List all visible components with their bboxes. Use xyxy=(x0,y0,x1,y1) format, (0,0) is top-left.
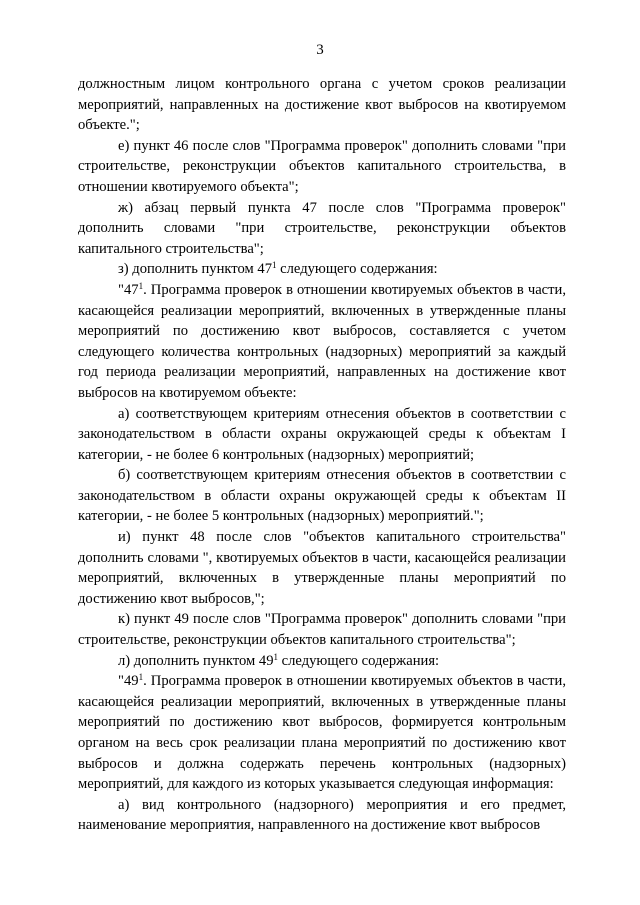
superscript: 1 xyxy=(272,260,277,271)
paragraph-subitem-a-2: а) вид контрольного (надзорного) мероприятия и его предмет, наименование мероприятия, направленного на достижение квот выбросов xyxy=(78,796,566,834)
paragraph-item-i: и) пункт 48 после слов "объектов капитального строительства" дополнить словами ", квотируемых объектов в части, касающейся реализации мероприятий, включенных в утвержденные планы мероприятий по достижению квот выбросов,"; xyxy=(78,529,566,607)
item-l-text-end: следующего содержания: xyxy=(278,652,440,669)
item-l-text-start: л) дополнить пунктом 49 xyxy=(118,652,274,669)
paragraph-item-k: к) пункт 49 после слов "Программа проверок" дополнить словами "при строительстве, реконструкции объектов капитального строительства"; xyxy=(78,611,566,649)
document-body xyxy=(78,74,566,836)
clause-49-1-number: "49 xyxy=(118,673,139,690)
paragraph-subitem-a: а) соответствующем критериям отнесения объектов в соответствии с законодательством в области охраны окружающей среды к объектам I категории, - не более 6 контрольных (надзорных) мероприятий; xyxy=(78,405,566,463)
paragraph-item-l xyxy=(78,651,566,672)
item-z-text-start: з) дополнить пунктом 47 xyxy=(118,261,272,278)
paragraph-item-z xyxy=(78,259,566,280)
item-z-text-end: следующего содержания: xyxy=(276,261,438,278)
paragraph-item-zh: ж) абзац первый пункта 47 после слов "Программа проверок" дополнить словами "при строительстве, реконструкции объектов капитального строительства"; xyxy=(78,199,566,257)
superscript: 1 xyxy=(138,280,144,291)
page-number: 3 xyxy=(316,42,324,58)
clause-47-1-text: . Программа проверок в отношении квотируемых объектов в части, касающейся реализации мероприятий, включенных в утвержденные планы мероприятий по достижению квот выбросов, составляется с учетом следующего количества контрольных (надзорных) мероприятий за каждый год периода реализации мероприятий, направленных на достижение квот выбросов на квотируемом объекте: xyxy=(78,281,566,401)
paragraph-continuation: должностным лицом контрольного органа с учетом сроков реализации мероприятий, направленных на достижение квот выбросов на квотируемом объекте."; xyxy=(78,76,566,134)
paragraph-clause-49-1 xyxy=(78,671,566,795)
paragraph-clause-47-1 xyxy=(78,280,566,404)
superscript: 1 xyxy=(138,672,144,683)
superscript: 1 xyxy=(273,651,279,662)
clause-47-1-number: "47 xyxy=(118,281,139,298)
paragraph-item-e: е) пункт 46 после слов "Программа проверок" дополнить словами "при строительстве, реконструкции объектов капитального строительства, в отношении квотируемого объекта"; xyxy=(78,137,566,195)
clause-49-1-text: . Программа проверок в отношении квотируемых объектов в части, касающейся реализации мероприятий, включенных в утвержденные планы мероприятий по достижению квот выбросов, формируется контрольным органом на весь срок реализации плана мероприятий по достижению квот выбросов и должна содержать перечень контрольных (надзорных) мероприятий, для каждого из которых указывается следующая информация: xyxy=(78,673,566,793)
paragraph-subitem-b: б) соответствующем критериям отнесения объектов в соответствии с законодательством в области охраны окружающей среды к объектам II категории, - не более 5 контрольных (надзорных) мероприятий."; xyxy=(78,467,566,525)
